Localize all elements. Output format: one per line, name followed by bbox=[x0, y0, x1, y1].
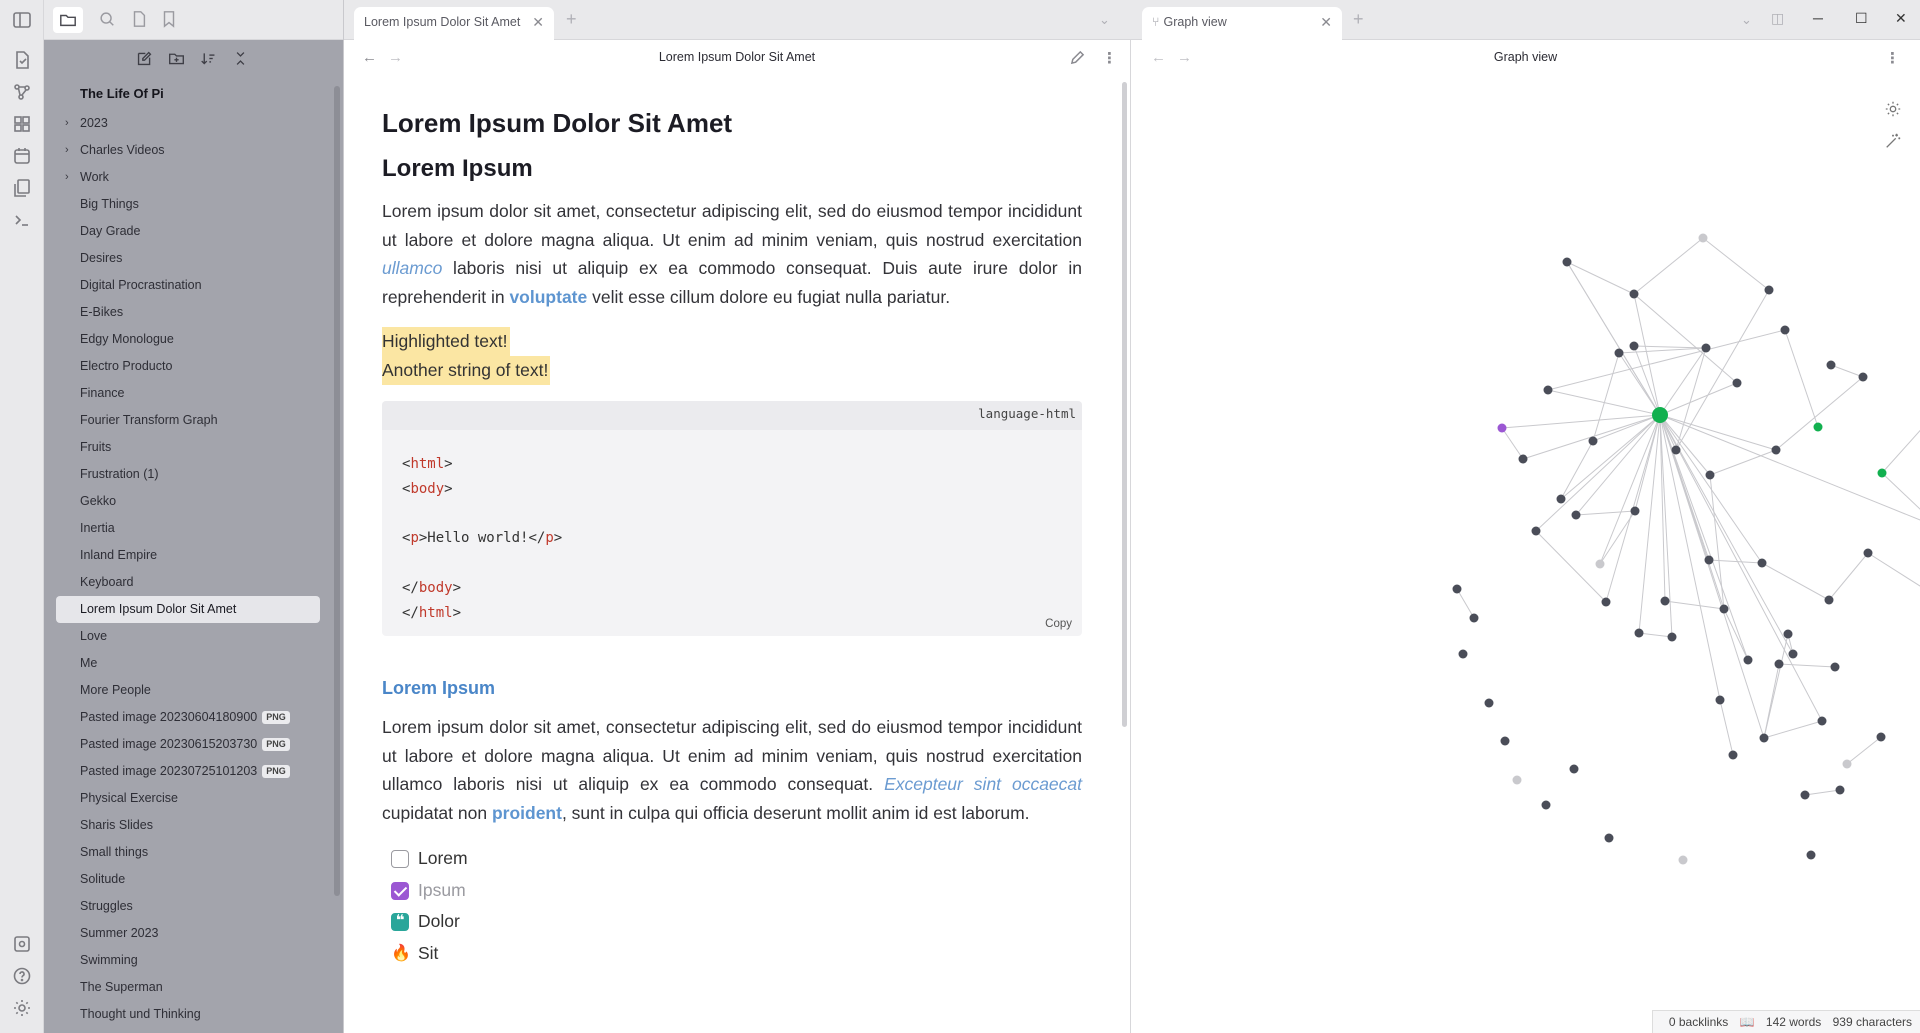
file-item-label: Big Things bbox=[80, 197, 139, 211]
file-item[interactable] bbox=[56, 731, 320, 758]
file-item-label: Pasted image 20230615203730 bbox=[80, 737, 258, 751]
graph-edge bbox=[1634, 294, 1660, 415]
graph-edge bbox=[1457, 589, 1474, 618]
graph-node[interactable] bbox=[1542, 801, 1551, 810]
file-item[interactable] bbox=[56, 947, 320, 974]
new-folder-icon[interactable] bbox=[168, 50, 188, 70]
file-item-label: Thought und Thinking bbox=[80, 1007, 201, 1021]
graph-node[interactable] bbox=[1775, 660, 1784, 669]
task-list bbox=[382, 843, 1082, 969]
graph-node[interactable] bbox=[1679, 856, 1688, 865]
note-heading-3: Lorem Ipsum bbox=[382, 678, 496, 698]
graph-node[interactable] bbox=[1557, 495, 1566, 504]
file-item-label: More People bbox=[80, 683, 151, 697]
graph-node[interactable] bbox=[1513, 776, 1522, 785]
file-icon[interactable] bbox=[130, 10, 150, 30]
graph-node[interactable] bbox=[1706, 471, 1715, 480]
task-item bbox=[382, 875, 1082, 907]
graph-node[interactable] bbox=[1459, 650, 1468, 659]
chevron-right-icon[interactable]: › bbox=[65, 144, 69, 156]
file-item-label: Lorem Ipsum Dolor Sit Amet bbox=[80, 602, 237, 616]
graph-node[interactable] bbox=[1631, 507, 1640, 516]
code-language-label: language-html bbox=[382, 401, 1082, 430]
copy-code-button[interactable]: Copy bbox=[1045, 618, 1072, 630]
toggle-right-sidebar-icon[interactable]: ◫ bbox=[1771, 10, 1785, 26]
search-icon[interactable] bbox=[98, 10, 118, 30]
graph-node-current-note[interactable] bbox=[1652, 407, 1668, 423]
settings-icon[interactable] bbox=[12, 998, 32, 1018]
graph-node[interactable] bbox=[1836, 786, 1845, 795]
graph-node[interactable] bbox=[1814, 423, 1823, 432]
graph-node[interactable] bbox=[1744, 656, 1753, 665]
graph-node[interactable] bbox=[1702, 344, 1711, 353]
editor-view-header bbox=[344, 40, 1130, 76]
graph-edge bbox=[1639, 415, 1660, 633]
file-item-label: Day Grade bbox=[80, 224, 141, 238]
graph-edge bbox=[1502, 428, 1523, 459]
graph-node[interactable] bbox=[1699, 234, 1708, 243]
graph-node[interactable] bbox=[1596, 560, 1605, 569]
file-item[interactable] bbox=[56, 191, 320, 218]
chevron-right-icon[interactable]: › bbox=[65, 171, 69, 183]
graph-node[interactable] bbox=[1672, 446, 1681, 455]
paragraph-1: Lorem ipsum dolor sit amet, consectetur adipiscing elit, sed do eiusmod tempor incididunt ut labore et dolore magna aliqua. Ut enim ad minim veniam, quis nostrud exercitation ullamco laboris nisi ut aliquip ex ea commodo consequat. Duis aute irure dolor in reprehenderit in voluptate velit esse cillum dolore eu fugiat nulla pariatur. bbox=[382, 201, 1082, 307]
graph-node[interactable] bbox=[1733, 379, 1742, 388]
open-quick-switcher-icon[interactable] bbox=[12, 50, 32, 70]
file-item[interactable] bbox=[56, 866, 320, 893]
file-item[interactable] bbox=[56, 839, 320, 866]
graph-edge bbox=[1868, 553, 1920, 593]
close-window-icon[interactable]: ✕ bbox=[1895, 10, 1907, 26]
minimize-window-icon[interactable]: ─ bbox=[1813, 10, 1823, 26]
graph-node[interactable] bbox=[1532, 527, 1541, 536]
ribbon bbox=[0, 0, 44, 1033]
file-type-badge: PNG bbox=[262, 765, 290, 778]
task-label: Dolor bbox=[418, 911, 460, 931]
task-item bbox=[382, 843, 1082, 875]
highlighted-text-2: Another string of text! bbox=[382, 356, 550, 385]
vault-switcher-icon[interactable] bbox=[12, 934, 32, 954]
sidebar-tab-header bbox=[44, 0, 343, 40]
file-item-label: Me bbox=[80, 656, 98, 670]
task-checkbox[interactable]: ❝ bbox=[391, 913, 409, 931]
graph-edge bbox=[1639, 633, 1672, 637]
file-item[interactable] bbox=[56, 677, 320, 704]
graph-node[interactable] bbox=[1563, 258, 1572, 267]
task-item bbox=[382, 938, 1082, 970]
editor-pane bbox=[344, 40, 1131, 1033]
graph-node[interactable] bbox=[1789, 650, 1798, 659]
file-item[interactable] bbox=[56, 758, 320, 785]
file-item-label: The Superman bbox=[80, 980, 163, 994]
graph-node[interactable] bbox=[1544, 386, 1553, 395]
file-item[interactable] bbox=[56, 407, 320, 434]
graph-node[interactable] bbox=[1705, 556, 1714, 565]
file-item[interactable] bbox=[56, 461, 320, 488]
file-item-label: Summer 2023 bbox=[80, 926, 159, 940]
graph-node[interactable] bbox=[1635, 629, 1644, 638]
editor-view-title[interactable]: Lorem Ipsum Dolor Sit Amet bbox=[658, 50, 816, 64]
graph-node[interactable] bbox=[1716, 696, 1725, 705]
graph-edge bbox=[1703, 238, 1769, 290]
graph-edge bbox=[1665, 601, 1724, 609]
task-item bbox=[382, 906, 1082, 938]
file-item-label: Love bbox=[80, 629, 108, 643]
templates-icon[interactable] bbox=[12, 178, 32, 198]
graph-node[interactable] bbox=[1498, 424, 1507, 433]
graph-edge bbox=[1634, 238, 1703, 294]
graph-edge bbox=[1561, 415, 1660, 499]
forward-arrow-icon[interactable]: → bbox=[388, 49, 403, 66]
graph-edge bbox=[1764, 721, 1822, 738]
files-folder-icon[interactable] bbox=[53, 7, 83, 33]
file-item-label: Gekko bbox=[80, 494, 117, 508]
graph-edge bbox=[1776, 377, 1863, 450]
graph-edge bbox=[1561, 441, 1593, 499]
file-nav-actions bbox=[44, 50, 344, 72]
graph-edge bbox=[1882, 473, 1920, 528]
graph-tab-bar bbox=[1131, 0, 1920, 40]
graph-node[interactable] bbox=[1831, 663, 1840, 672]
folder-item[interactable] bbox=[56, 137, 320, 164]
file-item[interactable] bbox=[56, 218, 320, 245]
status-bar bbox=[1652, 1010, 1920, 1033]
file-item-label: Struggles bbox=[80, 899, 133, 913]
file-item-label: Inland Empire bbox=[80, 548, 158, 562]
graph-view-icon[interactable] bbox=[12, 82, 32, 102]
close-tab-icon[interactable]: ✕ bbox=[532, 14, 544, 30]
graph-node[interactable] bbox=[1843, 760, 1852, 769]
graph-node[interactable] bbox=[1519, 455, 1528, 464]
italic-text: ullamco bbox=[382, 258, 443, 278]
note-heading-2: Lorem Ipsum bbox=[382, 155, 533, 182]
bold-text: proident bbox=[491, 802, 562, 823]
graph-node[interactable] bbox=[1781, 326, 1790, 335]
file-item[interactable] bbox=[56, 596, 320, 623]
task-checkbox[interactable] bbox=[391, 850, 409, 868]
graph-node[interactable] bbox=[1668, 633, 1677, 642]
graph-edge bbox=[1829, 553, 1868, 600]
file-list bbox=[56, 110, 320, 1028]
file-item[interactable] bbox=[56, 785, 320, 812]
graph-tab-icon: ⑂ bbox=[1152, 15, 1160, 29]
graph-node[interactable] bbox=[1570, 765, 1579, 774]
graph-node[interactable] bbox=[1784, 630, 1793, 639]
file-item[interactable] bbox=[56, 326, 320, 353]
graph-edge bbox=[1576, 511, 1635, 515]
toggle-sidebar-icon[interactable] bbox=[12, 10, 32, 30]
file-item-label: Physical Exercise bbox=[80, 791, 178, 805]
graph-edge bbox=[1882, 424, 1920, 473]
backlinks-count[interactable]: 0 backlinks bbox=[1668, 1015, 1729, 1029]
file-item[interactable] bbox=[56, 353, 320, 380]
graph-edge bbox=[1764, 664, 1779, 738]
file-item[interactable] bbox=[56, 704, 320, 731]
calendar-icon[interactable] bbox=[12, 146, 32, 166]
graph-node[interactable] bbox=[1760, 734, 1769, 743]
graph-node[interactable] bbox=[1827, 361, 1836, 370]
tab-lorem-ipsum[interactable] bbox=[354, 7, 554, 40]
file-item-label: Work bbox=[80, 170, 109, 184]
edit-pencil-icon[interactable] bbox=[1070, 50, 1085, 69]
graph-edge bbox=[1805, 790, 1840, 795]
graph-edge bbox=[1660, 415, 1822, 721]
file-item[interactable] bbox=[56, 893, 320, 920]
folder-item[interactable] bbox=[56, 110, 320, 137]
character-count: 939 characters bbox=[1832, 1015, 1912, 1029]
file-item-label: Electro Producto bbox=[80, 359, 173, 373]
file-item-label: Pasted image 20230725101203 bbox=[80, 764, 258, 778]
graph-node[interactable] bbox=[1615, 349, 1624, 358]
file-explorer-sidebar bbox=[44, 0, 344, 1033]
file-item[interactable] bbox=[56, 299, 320, 326]
graph-edge bbox=[1660, 415, 1764, 738]
graph-node[interactable] bbox=[1630, 342, 1639, 351]
graph-edge bbox=[1600, 511, 1635, 564]
file-item-label: Swimming bbox=[80, 953, 138, 967]
task-label: Ipsum bbox=[418, 879, 466, 900]
file-item-label: Charles Videos bbox=[80, 143, 165, 157]
file-item-label: Digital Procrastination bbox=[80, 278, 202, 292]
file-item[interactable] bbox=[56, 515, 320, 542]
graph-edge bbox=[1762, 563, 1829, 600]
new-note-icon[interactable] bbox=[136, 50, 156, 70]
graph-node[interactable] bbox=[1720, 605, 1729, 614]
task-checkbox[interactable] bbox=[391, 882, 409, 900]
file-item-label: Edgy Monologue bbox=[80, 332, 174, 346]
back-arrow-icon[interactable]: ← bbox=[1151, 49, 1166, 66]
graph-edge bbox=[1634, 294, 1737, 383]
task-label: Lorem bbox=[418, 848, 468, 868]
file-item-label: Solitude bbox=[80, 872, 126, 886]
file-item[interactable] bbox=[56, 650, 320, 677]
file-item[interactable] bbox=[56, 569, 320, 596]
graph-node[interactable] bbox=[1807, 851, 1816, 860]
graph-node[interactable] bbox=[1605, 834, 1614, 843]
file-item-label: Keyboard bbox=[80, 575, 134, 589]
bold-text: voluptate bbox=[509, 286, 588, 307]
file-item-label: Fruits bbox=[80, 440, 112, 454]
file-item-label: Desires bbox=[80, 251, 123, 265]
vault-name[interactable]: The Life Of Pi bbox=[80, 86, 164, 101]
new-tab-icon[interactable]: + bbox=[1353, 9, 1364, 29]
chevron-right-icon[interactable]: › bbox=[65, 117, 69, 129]
graph-node[interactable] bbox=[1661, 597, 1670, 606]
graph-edge bbox=[1536, 531, 1606, 602]
graph-edge bbox=[1502, 415, 1660, 428]
editor-scrollbar[interactable] bbox=[1122, 82, 1127, 727]
graph-edge bbox=[1785, 330, 1818, 427]
sort-icon[interactable] bbox=[200, 50, 220, 70]
file-item[interactable] bbox=[56, 974, 320, 1001]
graph-view-title[interactable]: Graph view bbox=[1493, 50, 1558, 64]
file-item[interactable] bbox=[56, 812, 320, 839]
graph-node[interactable] bbox=[1501, 737, 1510, 746]
graph-node[interactable] bbox=[1630, 290, 1639, 299]
file-item[interactable] bbox=[56, 245, 320, 272]
graph-node[interactable] bbox=[1602, 598, 1611, 607]
note-content bbox=[382, 108, 1082, 969]
graph-canvas[interactable] bbox=[1131, 40, 1920, 1000]
help-icon[interactable] bbox=[12, 966, 32, 986]
graph-node[interactable] bbox=[1801, 791, 1810, 800]
graph-node[interactable] bbox=[1572, 511, 1581, 520]
file-item-label: Fourier Transform Graph bbox=[80, 413, 218, 427]
graph-edge bbox=[1593, 415, 1660, 441]
italic-text: Excepteur sint occaecat bbox=[884, 774, 1083, 794]
graph-node[interactable] bbox=[1589, 437, 1598, 446]
file-item-label: 2023 bbox=[80, 116, 108, 130]
file-item[interactable] bbox=[56, 542, 320, 569]
task-label: Sit bbox=[418, 942, 439, 963]
maximize-window-icon[interactable]: ☐ bbox=[1855, 10, 1868, 26]
graph-edge bbox=[1548, 330, 1785, 390]
reading-mode-icon[interactable]: 📖 bbox=[1739, 1015, 1755, 1029]
graph-edge bbox=[1709, 560, 1762, 563]
command-palette-icon[interactable] bbox=[12, 210, 32, 230]
close-tab-icon[interactable]: ✕ bbox=[1320, 14, 1332, 30]
tab-list-chevron-icon[interactable]: ⌄ bbox=[1099, 12, 1110, 27]
more-options-icon[interactable]: ⋮ bbox=[1885, 50, 1900, 67]
file-item-label: E-Bikes bbox=[80, 305, 124, 319]
file-item[interactable] bbox=[56, 434, 320, 461]
graph-edge bbox=[1567, 262, 1660, 415]
task-checkbox[interactable]: 🔥 bbox=[391, 944, 411, 962]
new-tab-icon[interactable]: + bbox=[566, 9, 577, 29]
graph-edge bbox=[1779, 664, 1835, 667]
code-block bbox=[382, 401, 1082, 636]
file-item-label: Finance bbox=[80, 386, 125, 400]
graph-node[interactable] bbox=[1765, 286, 1774, 295]
graph-edge bbox=[1710, 450, 1776, 475]
file-item[interactable] bbox=[56, 920, 320, 947]
code-content[interactable]: <html> <body> <p>Hello world!</p> </body> </html> bbox=[402, 456, 563, 621]
file-item[interactable] bbox=[56, 623, 320, 650]
file-item[interactable] bbox=[56, 488, 320, 515]
bookmark-icon[interactable] bbox=[160, 10, 180, 30]
graph-node[interactable] bbox=[1864, 549, 1873, 558]
tab-title: Graph view bbox=[1163, 15, 1227, 29]
forward-arrow-icon[interactable]: → bbox=[1177, 49, 1192, 66]
file-type-badge: PNG bbox=[262, 711, 290, 724]
back-arrow-icon[interactable]: ← bbox=[362, 49, 377, 66]
graph-node[interactable] bbox=[1729, 751, 1738, 760]
editor-tab-bar bbox=[344, 0, 1131, 40]
collapse-all-icon[interactable] bbox=[232, 50, 252, 70]
file-item-label: Inertia bbox=[80, 521, 115, 535]
graph-edge bbox=[1831, 365, 1863, 377]
file-item[interactable] bbox=[56, 380, 320, 407]
file-item[interactable] bbox=[56, 1001, 320, 1028]
file-item-label: Pasted image 20230604180900 bbox=[80, 710, 258, 724]
graph-edge bbox=[1720, 700, 1733, 755]
graph-node[interactable] bbox=[1470, 614, 1479, 623]
folder-item[interactable] bbox=[56, 164, 320, 191]
graph-node[interactable] bbox=[1485, 699, 1494, 708]
tab-list-chevron-icon[interactable]: ⌄ bbox=[1741, 12, 1752, 27]
file-type-badge: PNG bbox=[262, 738, 290, 751]
graph-edge bbox=[1593, 353, 1619, 441]
file-item[interactable] bbox=[56, 272, 320, 299]
sidebar-scrollbar[interactable] bbox=[334, 86, 340, 896]
paragraph-2: Lorem ipsum dolor sit amet, consectetur adipiscing elit, sed do eiusmod tempor incididunt ut labore et dolore magna aliqua. Ut enim ad minim veniam, quis nostrud exercitation ullamco laboris nisi ut aliquip ex ea commodo consequat. Excepteur sint occaecat cupidatat non proident, sunt in culpa qui officia deserunt mollit anim id est laborum. bbox=[382, 717, 1083, 823]
tab-title: Lorem Ipsum Dolor Sit Amet bbox=[364, 15, 521, 29]
note-title-heading: Lorem Ipsum Dolor Sit Amet bbox=[382, 108, 733, 138]
graph-node[interactable] bbox=[1878, 469, 1887, 478]
graph-edge bbox=[1660, 415, 1710, 475]
graph-node[interactable] bbox=[1453, 585, 1462, 594]
graph-edge bbox=[1600, 415, 1660, 564]
graph-node[interactable] bbox=[1877, 733, 1886, 742]
graph-node[interactable] bbox=[1859, 373, 1868, 382]
graph-edge bbox=[1847, 737, 1881, 764]
graph-edge bbox=[1676, 348, 1706, 450]
graph-node[interactable] bbox=[1825, 596, 1834, 605]
file-item-label: Small things bbox=[80, 845, 149, 859]
file-item-label: Sharis Slides bbox=[80, 818, 153, 832]
graph-view-pane bbox=[1131, 40, 1920, 1033]
graph-node[interactable] bbox=[1818, 717, 1827, 726]
file-item-label: Frustration (1) bbox=[80, 467, 159, 481]
word-count: 142 words bbox=[1765, 1015, 1822, 1029]
graph-edge bbox=[1660, 415, 1665, 601]
highlighted-text-1: Highlighted text! bbox=[382, 327, 510, 356]
more-options-icon[interactable]: ⋮ bbox=[1102, 50, 1117, 67]
graph-node[interactable] bbox=[1758, 559, 1767, 568]
tab-graph-view[interactable] bbox=[1142, 7, 1342, 40]
canvas-icon[interactable] bbox=[12, 114, 32, 134]
graph-node[interactable] bbox=[1772, 446, 1781, 455]
